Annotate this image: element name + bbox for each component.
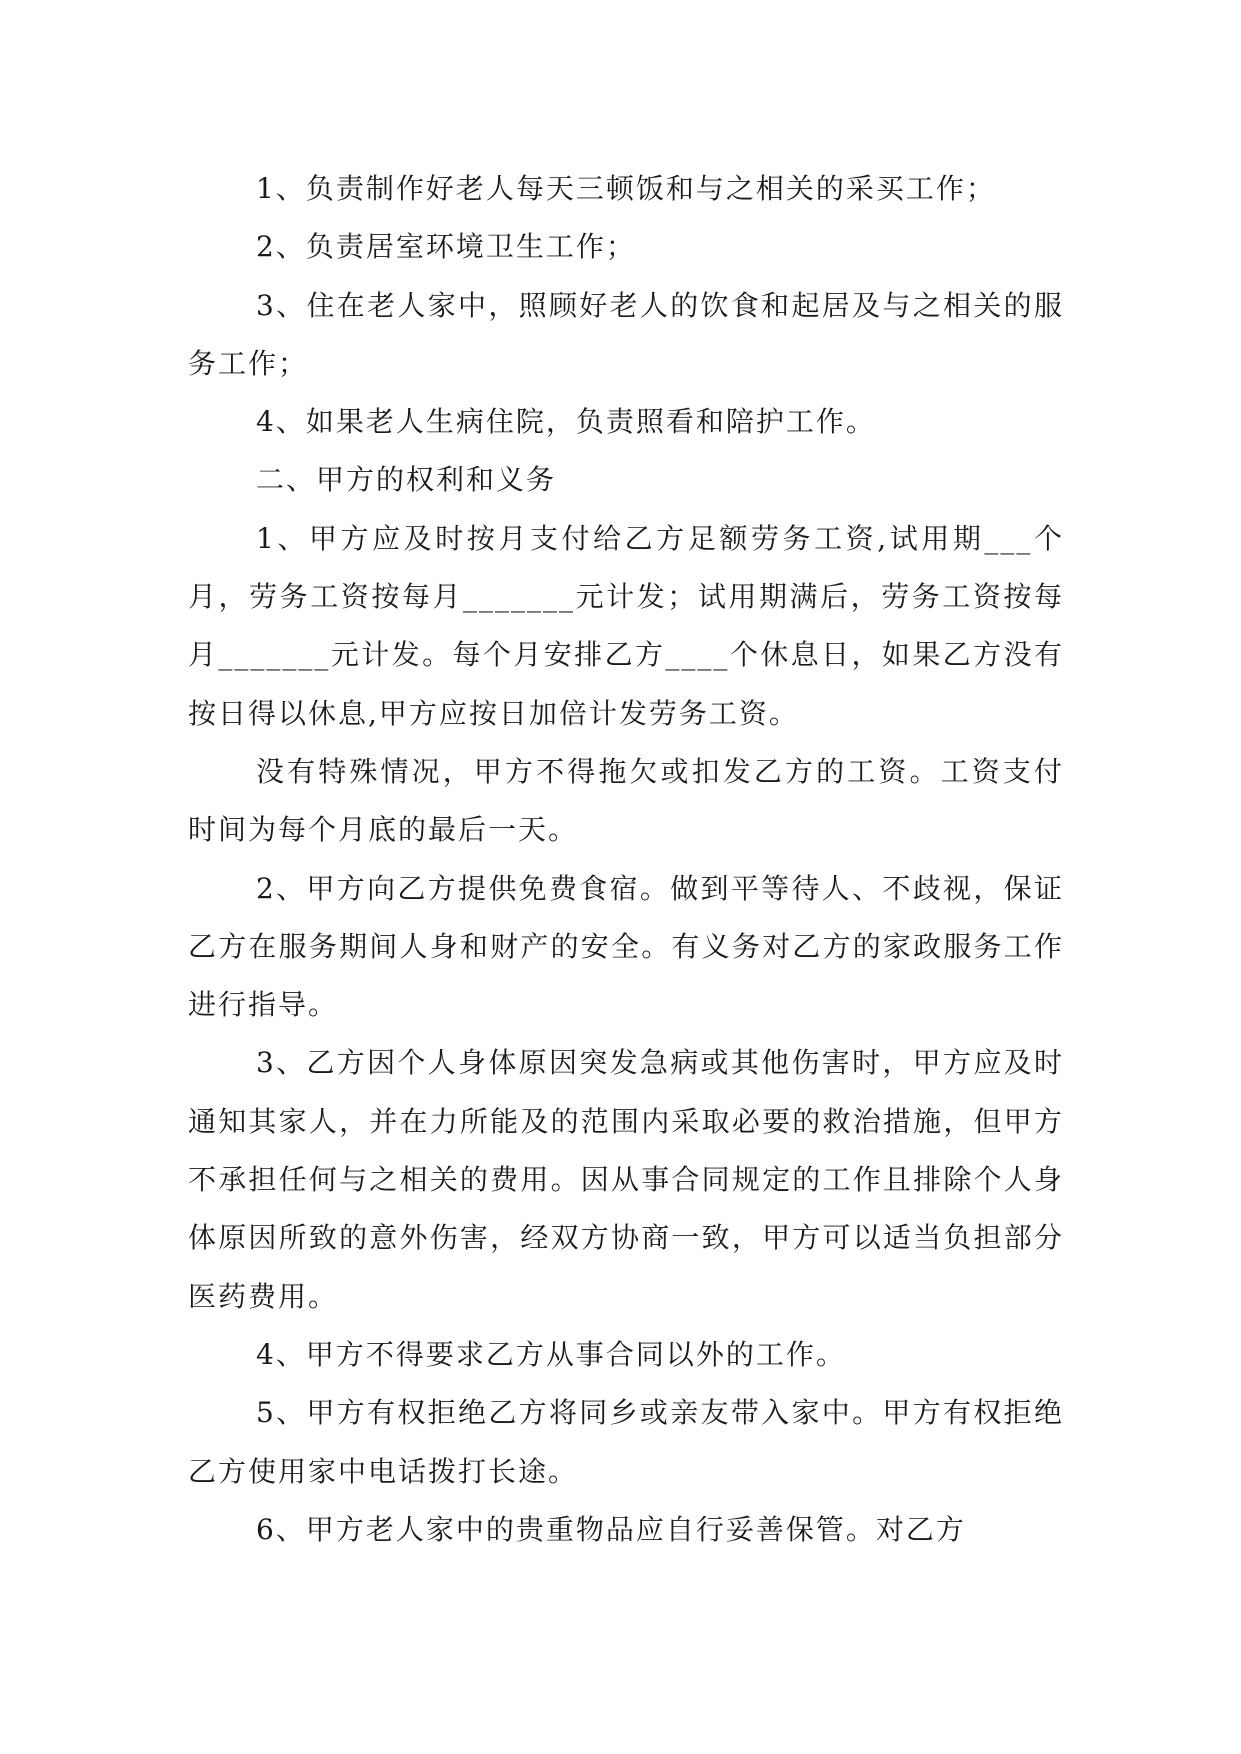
paragraph-party-a-2: 2、甲方向乙方提供免费食宿。做到平等待人、不歧视，保证乙方在服务期间人身和财产的安全。有义务对乙方的家政服务工作进行指导。: [188, 871, 1064, 1022]
section-heading-party-a-rights: 二、甲方的权利和义务: [256, 463, 557, 497]
paragraph-duty-2: 2、负责居室环境卫生工作；: [256, 230, 636, 264]
paragraph-duty-3: 3、住在老人家中，照顾好老人的饮食和起居及与之相关的服务工作；: [188, 288, 1064, 380]
paragraph-duty-1: 1、负责制作好老人每天三顿饭和与之相关的采买工作；: [256, 172, 996, 205]
paragraph-party-a-3: 3、乙方因个人身体原因突发急病或其他伤害时，甲方应及时通知其家人，并在力所能及的范围内采取必要的救治措施，但甲方不承担任何与之相关的费用。因从事合同规定的工作且排除个人身体原因所致的意外伤害，经双方协商一致，甲方可以适当负担部分医药费用。: [188, 1046, 1064, 1313]
paragraph-party-a-6: 6、甲方老人家中的贵重物品应自行妥善保管。对乙方: [256, 1512, 966, 1546]
paragraph-duty-4: 4、如果老人生病住院，负责照看和陪护工作。: [256, 405, 876, 439]
document-body: [188, 160, 1064, 1559]
paragraph-party-a-4: 4、甲方不得要求乙方从事合同以外的工作。: [256, 1337, 846, 1371]
paragraph-party-a-5: 5、甲方有权拒绝乙方将同乡或亲友带入家中。甲方有权拒绝乙方使用家中电话拨打长途。: [188, 1396, 1064, 1488]
paragraph-party-a-1-wages: 没有特殊情况，甲方不得拖欠或扣发乙方的工资。工资支付时间为每个月底的最后一天。: [188, 754, 1064, 847]
paragraph-party-a-1: 1、甲方应及时按月支付给乙方足额劳务工资,试用期___个月，劳务工资按每月_______元计发；试用期满后，劳务工资按每月_______元计发。每个月安排乙方____个休息日，如果乙方没有按日得以休息,甲方应按日加倍计发劳务工资。: [188, 521, 1064, 730]
